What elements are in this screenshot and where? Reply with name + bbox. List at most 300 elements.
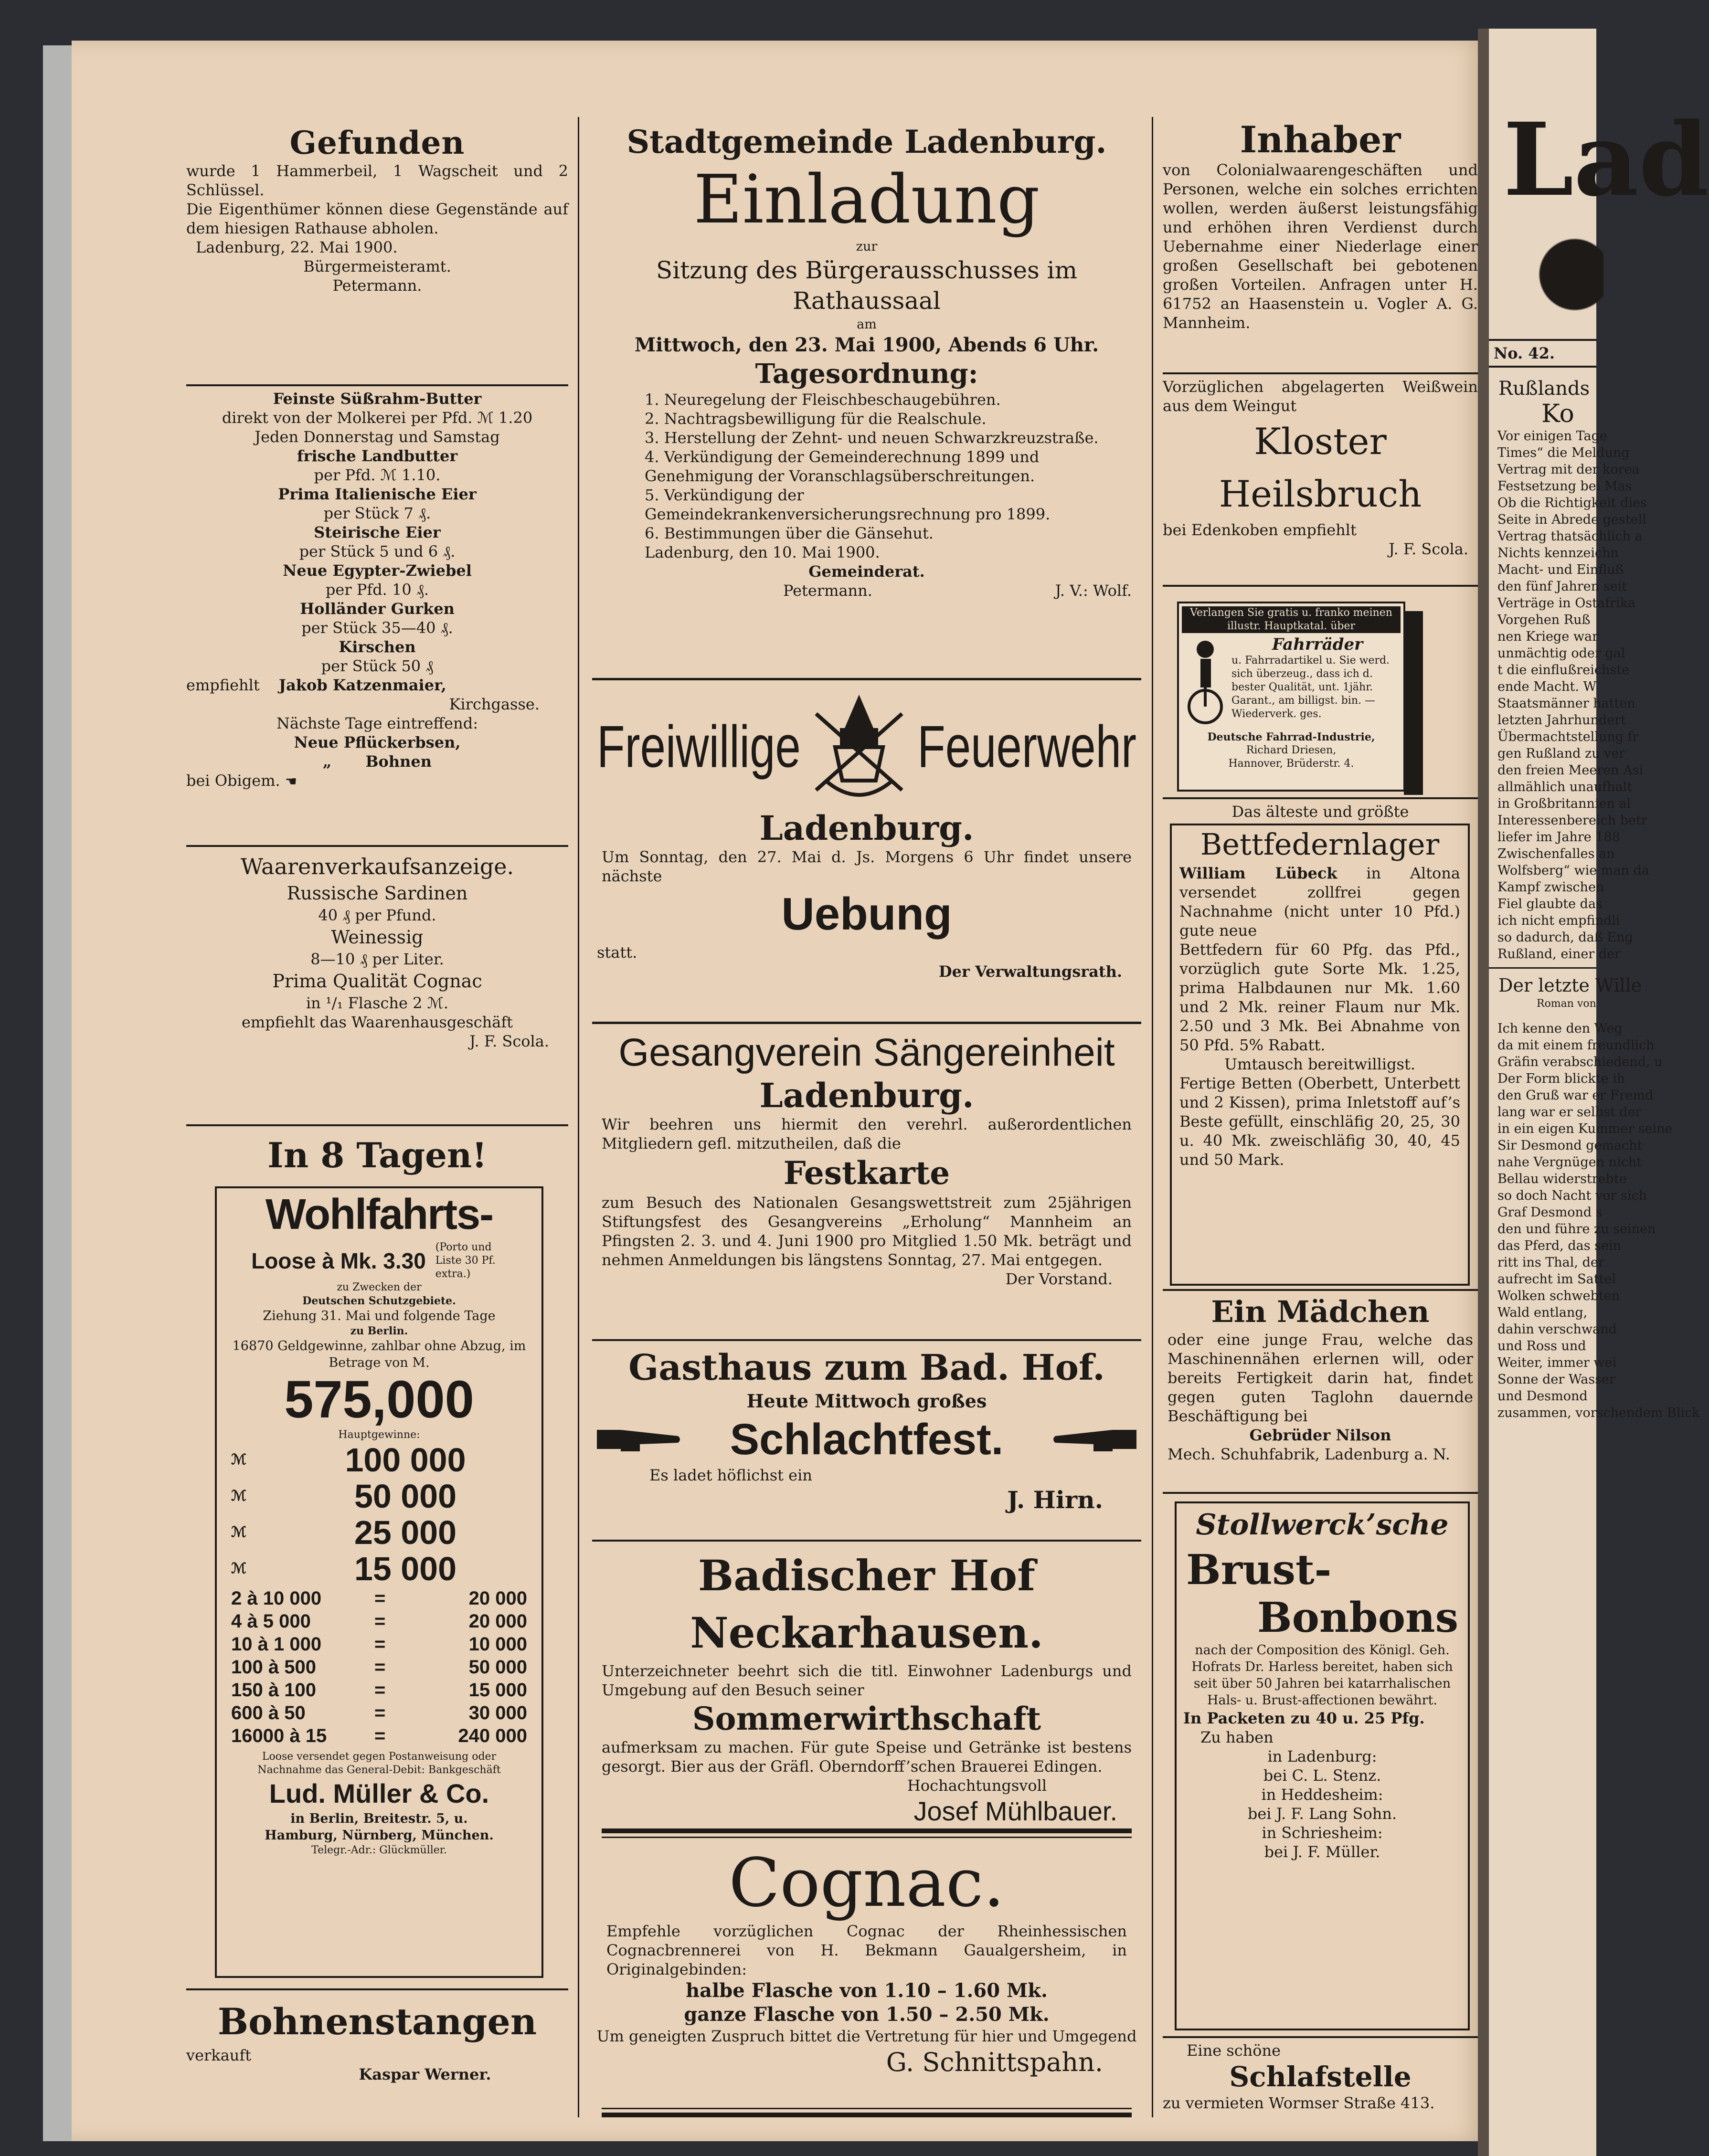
einladung-ad <box>592 122 1141 600</box>
inhaber-ad <box>1163 119 1478 332</box>
masthead-fragment: Lad <box>1503 101 1709 219</box>
bohnen-title: Bohnenstangen <box>217 2000 537 2043</box>
waaren-signer: J. F. Scola. <box>469 1032 549 1050</box>
butter-at-text: bei Obigem. <box>186 772 280 790</box>
lottery-row-total: 240 000 <box>458 1725 527 1746</box>
butter-line: per Stück 50 ₰ <box>321 657 434 675</box>
agenda-item: 3. Herstellung der Zehnt- und neuen Schwarzkreuzstraße. <box>645 429 1099 447</box>
waaren-line: Prima Qualität Cognac <box>272 971 482 992</box>
lottery-count: 16870 Geldgewinne, zahlbar ohne Abzug, im Betrage von M. <box>232 1339 526 1370</box>
text-line: Nichts kennzeichn <box>1497 546 1619 560</box>
agenda-item: 1. Neuregelung der Fleischbeschaugebühren. <box>645 391 1001 409</box>
lottery-firm: Lud. Müller & Co. <box>269 1778 489 1808</box>
text-line: gen Rußland zu ver <box>1497 746 1625 761</box>
merchant-name: Jakob Katzenmaier, <box>278 676 446 694</box>
text-line: den und führe zu seinen <box>1497 1222 1656 1237</box>
lottery-row-total: 15 000 <box>468 1680 527 1701</box>
lottery-mains <box>217 1442 541 1587</box>
butter-line: Feinste Süßrahm-Butter <box>273 390 482 408</box>
gefunden-office: Bürgermeisteramt. <box>303 257 451 275</box>
stollwerck-t2: Bonbons <box>1257 1594 1458 1642</box>
text-line: Der Form blickte ih <box>1497 1071 1625 1086</box>
article-head: Rußlands <box>1498 378 1590 400</box>
fahrrad-text: u. Fahrradartikel u. Sie werd. sich überzeug., dass ich d. bester Qualität, unt. 1jähr. Garant., am billigst. bin. — Wiederverk. ges. <box>1231 655 1390 720</box>
text-line: Vertrag mit der korea <box>1497 462 1640 477</box>
issue-number: No. 42. <box>1489 339 1596 368</box>
butter-line: per Pfd. ℳ 1.10. <box>314 466 441 484</box>
hand-pointer-icon: ☚ <box>285 773 297 789</box>
text-line: Weiter, immer wei <box>1497 1355 1617 1370</box>
feuerwehr-title-left: Freiwillige <box>597 713 801 780</box>
fahrrad-owner: Richard Driesen, <box>1246 744 1337 756</box>
facing-page-edge <box>1489 29 1709 2156</box>
schlaf-ad <box>1163 2041 1478 2113</box>
text-line: Bellau widerstrebte <box>1497 1172 1627 1186</box>
eagle-crest-icon <box>1508 220 1603 329</box>
text-line: dahin verschwand <box>1497 1322 1617 1337</box>
butter-line: Steirische Eier <box>314 523 441 541</box>
feuerwehr-text: Um Sonntag, den 27. Mai d. Js. Morgens 6 Uhr findet unsere nächste <box>602 848 1132 885</box>
divider <box>186 1988 568 1990</box>
text-line: t die einflußreichste <box>1497 663 1630 677</box>
fahrrad-shadow <box>1404 611 1423 795</box>
maedchen-title: Ein Mädchen <box>1211 1294 1430 1329</box>
lottery-main-prize <box>231 1514 541 1551</box>
butter-line: Prima Italienische Eier <box>278 485 477 503</box>
lottery-row-count: 600 à 50 <box>231 1702 306 1723</box>
mark-sign: ℳ <box>231 1561 247 1576</box>
divider <box>1163 1289 1478 1291</box>
ditto-mark: „ <box>322 752 332 771</box>
gefunden-body2: Die Eigenthümer können diese Gegenstände auf dem hiesigen Rathause abholen. <box>186 200 568 237</box>
text-line: Fiel glaubte das <box>1497 897 1603 911</box>
gefunden-name: Petermann. <box>332 276 422 295</box>
column-rule <box>578 117 579 2117</box>
text-line: Sonne der Wasser <box>1497 1372 1615 1387</box>
text-line: Festsetzung bei Mas <box>1497 479 1632 494</box>
divider <box>1163 2036 1478 2038</box>
agenda-list <box>592 390 1141 543</box>
inhaber-title: Inhaber <box>1240 118 1401 161</box>
article-head: Ko <box>1541 400 1574 428</box>
lottery-main-label: Hauptgewinne: <box>338 1429 420 1441</box>
badischer-ad <box>592 1547 1141 1828</box>
lottery-total: 575,000 <box>284 1370 474 1429</box>
gasthaus-invite: Es ladet höflichst ein <box>649 1466 812 1484</box>
fahrrad-body <box>1179 635 1403 730</box>
cognac-name: G. Schnittspahn. <box>886 2047 1103 2077</box>
badischer-regards: Hochachtungsvoll <box>907 1776 1047 1795</box>
butter-at <box>186 771 568 791</box>
divider <box>592 1339 1141 1341</box>
lottery-row-total: 50 000 <box>468 1657 527 1678</box>
lottery-row-count: 10 à 1 000 <box>231 1634 322 1655</box>
double-rule <box>602 2113 1132 2117</box>
feuerwehr-city: Ladenburg. <box>759 808 974 848</box>
bett-top: Das älteste und größte <box>1231 803 1409 821</box>
text-line: ritt ins Thal, der <box>1497 1255 1604 1270</box>
fahrrad-ad <box>1177 602 1405 792</box>
feuerwehr-sign: Der Verwaltungsrath. <box>938 962 1122 981</box>
fahrrad-top: Verlangen Sie gratis u. franko meinen illustr. Hauptkatal. über <box>1182 606 1401 633</box>
bett-text: in Altona versendet zollfrei gegen Nachnahme (nicht unter 10 Pfd.) gute neue <box>1179 864 1461 940</box>
lottery-main-prize <box>231 1551 541 1587</box>
gesang-text: Wir beehren uns hiermit den verehrl. außerordentlichen Mitgliedern gefl. mitzutheilen, daß die <box>602 1115 1132 1152</box>
text-line: Vorgehen Ruß <box>1497 613 1591 627</box>
stollwerck-t1: Brust- <box>1186 1546 1332 1594</box>
text-line: in ein eigen Kummer seine <box>1497 1121 1673 1136</box>
text-line: Wolken schwebten <box>1497 1289 1620 1303</box>
bett-p2: Umtausch bereitwilligst. <box>1224 1055 1415 1073</box>
double-rule <box>602 2108 1132 2109</box>
butter-line: Kirschen <box>339 638 416 656</box>
lottery-table <box>217 1587 541 1747</box>
divider <box>592 1540 1141 1542</box>
cognac-price: halbe Flasche von 1.10 – 1.60 Mk. <box>686 1979 1048 2002</box>
text-line: Vertrag thatsächlich a <box>1497 529 1643 544</box>
einladung-date: Mittwoch, den 23. Mai 1900, Abends 6 Uhr. <box>634 334 1099 356</box>
fahrrad-text-block <box>1231 635 1403 730</box>
novel-head: Der letzte Wille <box>1489 967 1596 997</box>
gesang-city: Ladenburg. <box>759 1076 974 1115</box>
butter-line: per Pfd. 10 ₰. <box>325 581 429 599</box>
merchant-street: Kirchgasse. <box>449 695 540 713</box>
lottery-main-amount: 100 000 <box>345 1441 466 1479</box>
kloster-name: J. F. Scola. <box>1389 540 1468 558</box>
lottery-row <box>231 1702 527 1724</box>
stollwerck-loc: in Ladenburg: <box>1267 1747 1377 1765</box>
text-line: den Gruß war er Fremd <box>1497 1088 1654 1103</box>
lottery-row-count: 150 à 100 <box>231 1680 316 1701</box>
butter-line: per Stück 5 und 6 ₰. <box>299 542 456 560</box>
mark-sign: ℳ <box>231 1488 247 1504</box>
eq-sign: = <box>374 1680 386 1701</box>
lottery-price: Loose à Mk. 3.30 <box>251 1248 426 1273</box>
text-line: Wald entlang, <box>1497 1305 1588 1320</box>
schlaf-top: Eine schöne <box>1187 2041 1281 2060</box>
eq-sign: = <box>374 1634 386 1655</box>
text-line: Zwischenfalles an <box>1497 846 1615 861</box>
divider <box>186 1124 568 1126</box>
text-line: Wolfsberg“ wie man da <box>1497 863 1649 878</box>
waaren-line: 40 ₰ per Pfund. <box>318 906 436 924</box>
agenda-item: 6. Bestimmungen über die Gänsehut. <box>645 524 934 542</box>
lottery-price-row <box>217 1241 541 1281</box>
column-rule <box>1152 117 1153 2117</box>
lottery-telegram: Telegr.-Adr.: Glückmüller. <box>311 1844 447 1856</box>
text-line: Graf Desmond s <box>1497 1205 1603 1220</box>
gasthaus-name: J. Hirn. <box>1007 1486 1103 1514</box>
stollwerck-brand: Stollwerck’sche <box>1196 1508 1449 1542</box>
gefunden-date: Ladenburg, 22. Mai 1900. <box>196 238 398 256</box>
kloster-place: bei Edenkoben empfiehlt <box>1163 521 1357 539</box>
butter-line: frische Landbutter <box>297 447 458 465</box>
kloster-title: Kloster Heilsbruch <box>1219 420 1422 515</box>
text-line: allmählich unaufhalt <box>1497 780 1633 794</box>
text-line: Kampf zwischen <box>1497 880 1604 895</box>
gasthaus-ad <box>592 1346 1141 1515</box>
text-line: das Pferd, das sein <box>1497 1238 1621 1253</box>
lottery-row <box>231 1656 527 1679</box>
badischer-body: aufmerksam zu machen. Für gute Speise und Getränke ist bestens gesorgt. Bier aus der Gräfl. Oberndorff’schen Brauerei Edingen. <box>602 1738 1132 1776</box>
cognac-ad <box>592 1845 1141 2079</box>
text-line: nahe Vergnügen nicht <box>1497 1155 1642 1170</box>
lottery-row-count: 16000 à 15 <box>231 1725 327 1746</box>
gesang-body: zum Besuch des Nationalen Gesangswettstreit zum 25jährigen Stiftungsfest des Gesangvereins „Erholung“ Mannheim an Pfingsten 2. 3. und 4. Juni 1900 pro Mitglied 1.50 Mk. beträgt und nehmen Anmeldungen bis längstens Sonntag, 27. Mai entgegen. <box>602 1194 1132 1269</box>
text-line: Seite in Abrede gestell <box>1497 512 1646 527</box>
lottery-row-count: 4 à 5 000 <box>231 1611 311 1632</box>
eq-sign: = <box>374 1725 386 1746</box>
waaren-line: Weinessig <box>331 927 424 948</box>
butter-line: Holländer Gurken <box>300 600 455 618</box>
stollwerck-have: Zu haben <box>1200 1728 1274 1746</box>
lottery-row-total: 20 000 <box>468 1611 527 1632</box>
text-line: den freien Meeren Asi <box>1497 763 1644 778</box>
lottery-cities: in Berlin, Breitestr. 5, u. <box>290 1811 468 1826</box>
stollwerck-loc: in Heddesheim: <box>1261 1786 1383 1804</box>
gefunden-ad <box>186 124 568 295</box>
pointing-hand-right-icon <box>597 1423 683 1456</box>
lottery-cities: Hamburg, Nürnberg, München. <box>265 1828 494 1843</box>
lottery-title: Wohlfahrts- <box>265 1191 493 1238</box>
lottery-main-prize <box>231 1478 541 1514</box>
butter-item-2-text: Bohnen <box>365 752 432 771</box>
divider <box>1163 585 1478 587</box>
bohnen-text: verkauft <box>186 2046 252 2064</box>
lottery-ad <box>215 1186 543 1978</box>
text-line: Staatsmänner hatten <box>1497 696 1635 711</box>
divider <box>186 384 568 386</box>
einladung-title: Einladung <box>693 161 1040 239</box>
badischer-head: Sommerwirthschaft <box>692 1700 1041 1737</box>
text-line: liefer im Jahre 188 <box>1497 830 1620 845</box>
divider <box>186 845 568 847</box>
text-line: den fünf Jahren seit <box>1497 579 1627 594</box>
stollwerck-seller: bei J. F. Müller. <box>1264 1843 1380 1861</box>
feuerwehr-ad <box>592 685 1141 981</box>
waaren-line: 8—10 ₰ per Liter. <box>310 950 444 968</box>
gasthaus-event: Schlachtfest. <box>730 1415 1004 1464</box>
text-line: Interessenbereich betr <box>1497 813 1647 828</box>
einladung-proxy: J. V.: Wolf. <box>1055 581 1132 600</box>
bett-name: William Lübeck <box>1179 864 1337 882</box>
text-line: Macht- und Einfluß <box>1497 562 1624 577</box>
butter-line: Neue Egypter-Zwiebel <box>283 561 472 580</box>
lottery-porto: (Porto und Liste 30 Pf. extra.) <box>435 1241 496 1280</box>
cognac-price: ganze Flasche von 1.50 – 2.50 Mk. <box>684 2003 1050 2026</box>
cognac-text: Empfehle vorzüglichen Cognac der Rheinhessischen Cognacbrennerei von H. Bekmann Gaualgersheim, in Originalgebinden: <box>606 1922 1127 1978</box>
mark-sign: ℳ <box>231 1452 247 1468</box>
einladung-council: Gemeinderat. <box>808 562 925 581</box>
mark-sign: ℳ <box>231 1524 247 1540</box>
agenda-item: 4. Verkündigung der Gemeinderechnung 1899 und Genehmigung der Voranschlagsüberschreitungen. <box>645 448 1040 485</box>
text-line: und Ross und <box>1497 1339 1586 1353</box>
lottery-row-count: 2 à 10 000 <box>231 1588 322 1609</box>
text-line: so doch Nacht vor sich <box>1497 1188 1647 1203</box>
bohnen-ad <box>186 1998 568 2084</box>
einladung-agenda: Tagesordnung: <box>755 358 978 390</box>
waaren-line: in ¹/₁ Flasche 2 ℳ. <box>306 994 449 1012</box>
divider <box>1163 372 1478 374</box>
feuerwehr-title-row <box>592 685 1141 809</box>
maedchen-firm: Gebrüder Nilson <box>1249 1426 1391 1444</box>
stollwerck-seller: bei C. L. Stenz. <box>1263 1766 1381 1785</box>
lottery-row <box>231 1633 527 1656</box>
gasthaus-sub: Heute Mittwoch großes <box>746 1390 987 1412</box>
double-rule <box>602 1837 1132 1838</box>
text-line: Ob die Richtigkeit dies <box>1497 496 1647 510</box>
butter-line: Jeden Donnerstag und Samstag <box>255 428 500 446</box>
gesang-sign: Der Vorstand. <box>1005 1270 1113 1288</box>
cyclist-icon <box>1179 635 1231 730</box>
stollwerck-text: nach der Composition des Königl. Geh. Hofrats Dr. Harless bereitet, haben sich seit über 50 Jahren bei katarrhalischen Hals- u. Brust-affectionen bewährt. <box>1191 1643 1453 1708</box>
eq-sign: = <box>374 1588 386 1609</box>
novel-text <box>1489 1020 1700 1421</box>
butter-item-2 <box>186 752 568 771</box>
kloster-ad <box>1163 377 1478 559</box>
text-line: so dadurch, daß Eng <box>1497 930 1633 945</box>
text-line: Ich kenne den Weg <box>1497 1021 1623 1036</box>
agenda-item: 2. Nachtragsbewilligung für die Realschule. <box>645 410 987 428</box>
stollwerck-packs: In Packeten zu 40 u. 25 Pfg. <box>1183 1709 1425 1727</box>
maedchen-ad <box>1163 1294 1478 1464</box>
divider <box>592 678 1141 680</box>
lottery-row <box>231 1724 527 1747</box>
eq-sign: = <box>374 1702 386 1723</box>
lottery-row-count: 100 à 500 <box>231 1657 316 1678</box>
lottery-main-amount: 50 000 <box>354 1478 457 1515</box>
gesang-title: Gesangverein Sängereinheit <box>618 1031 1115 1074</box>
lottery-row-total: 10 000 <box>468 1634 527 1655</box>
gasthaus-title: Gasthaus zum Bad. Hof. <box>628 1347 1105 1388</box>
text-line: zusammen, vorschendem Blick <box>1497 1406 1700 1420</box>
lottery-place: zu Berlin. <box>350 1325 408 1337</box>
lottery-row-total: 30 000 <box>468 1702 527 1723</box>
fahrrad-addr: Hannover, Brüderstr. 4. <box>1228 758 1354 770</box>
lottery-row <box>231 1679 527 1702</box>
lottery-shipping: Loose versendet gegen Postanweisung oder Nachnahme das General-Debit: Bankgeschäft <box>257 1751 501 1776</box>
text-line: unmächtig oder gal <box>1497 646 1625 661</box>
text-line: da mit einem freundlich <box>1497 1038 1655 1053</box>
einladung-kicker: Stadtgemeinde Ladenburg. <box>626 123 1107 160</box>
text-line: nen Kriege war <box>1497 629 1598 644</box>
text-line: ende Macht. W <box>1497 679 1597 694</box>
pointing-hand-left-icon <box>1051 1423 1136 1456</box>
einladung-sign-row <box>592 581 1141 600</box>
eq-sign: = <box>374 1657 386 1678</box>
gefunden-title: Gefunden <box>289 124 465 161</box>
butter-line: direkt von der Molkerei per Pfd. ℳ 1.20 <box>222 409 533 427</box>
fahrrad-firm: Deutsche Fahrrad-Industrie, <box>1207 731 1375 743</box>
double-rule <box>602 1828 1132 1833</box>
lottery-purpose: Deutschen Schutzgebiete. <box>302 1295 456 1307</box>
fire-helmet-emblem-icon <box>807 685 912 809</box>
divider <box>1163 797 1478 799</box>
einladung-dated: Ladenburg, den 10. Mai 1900. <box>645 543 880 561</box>
gesang-head: Festkarte <box>783 1154 950 1192</box>
butter-line: per Stück 35—40 ₰. <box>301 619 453 637</box>
waaren-title: Waarenverkaufsanzeige. <box>240 854 514 879</box>
schlaf-title: Schlafstelle <box>1229 2061 1412 2093</box>
divider <box>1163 1492 1478 1494</box>
lottery-main-amount: 25 000 <box>354 1514 457 1551</box>
badischer-name: Josef Mühlbauer. <box>913 1796 1117 1826</box>
lottery-main-amount: 15 000 <box>354 1550 457 1587</box>
bett-name-line <box>1172 864 1468 940</box>
waaren-line: empfiehlt das Waarenhausgeschäft <box>241 1013 513 1031</box>
text-line: ich nicht empfindli <box>1497 913 1620 928</box>
text-line: Verträge in Ostafrika <box>1497 596 1636 611</box>
einladung-zur: zur <box>856 239 878 254</box>
lottery-draw: Ziehung 31. Mai und folgende Tage <box>263 1309 496 1323</box>
lottery-main-prize <box>231 1442 541 1478</box>
inhaber-text: von Colonialwaarengeschäften und Personen, welche ein solches errichten wollen, werden äußerst leistungsfähig und erhöhen ihren Verdienst durch Uebernahme einer Niederlage einer großen Gesellschaft bei gebotenen großen Vorteilen. Anfragen unter H. 61752 an Haasenstein u. Vogler A. G. Mannheim. <box>1163 161 1478 332</box>
text-line: Vor einigen Tage <box>1497 429 1607 444</box>
stollwerck-ad <box>1175 1501 1470 2030</box>
lottery-row <box>231 1587 527 1610</box>
text-line: Times“ die Meldung <box>1497 445 1630 460</box>
recommends: empfiehlt <box>186 676 260 694</box>
text-line: aufrecht im Sattel <box>1497 1272 1616 1287</box>
agenda-item: 5. Verkündigung der Gemeindekrankenversicherungsrechnung pro 1899. <box>645 486 1051 523</box>
einladung-name: Petermann. <box>783 581 872 600</box>
text-line: letzten Jahrhundert <box>1497 713 1626 728</box>
butter-next: Nächste Tage eintreffend: <box>276 714 478 732</box>
butter-merchant-line <box>186 676 568 695</box>
text-line: in Großbritannien al <box>1497 796 1631 811</box>
lottery-headline: In 8 Tagen! <box>267 1135 487 1175</box>
bett-ad <box>1170 824 1470 1286</box>
novel-byline: Roman von <box>1537 998 1596 1010</box>
bett-p1: Bettfedern für 60 Pfg. das Pfd., vorzüglich gute Sorte Mk. 1.25, prima Halbdaunen nur Mk. 1.60 und 2 Mk. reiner Flaum nur Mk. 2.50 und 3 Mk. Bei Abnahme von 50 Pfd. 5% Rabatt. <box>1179 941 1460 1054</box>
stollwerck-seller: bei J. F. Lang Sohn. <box>1247 1805 1397 1823</box>
feuerwehr-event: Uebung <box>781 888 952 940</box>
feuerwehr-statt: statt. <box>597 943 637 962</box>
einladung-am: am <box>857 317 877 332</box>
newspaper-page <box>72 41 1485 2141</box>
schlaf-text: zu vermieten Wormser Straße 413. <box>1163 2094 1435 2112</box>
badischer-title: Badischer Hof Neckarhausen. <box>690 1551 1043 1658</box>
butter-ad <box>186 389 568 791</box>
text-line: Übermachtstellung fr <box>1497 729 1639 744</box>
kloster-intro: Vorzüglichen abgelagerten Weißwein aus dem Weingut <box>1163 378 1478 415</box>
lottery-row-total: 20 000 <box>468 1588 527 1609</box>
feuerwehr-title-right: Feuerwehr <box>917 713 1136 780</box>
cognac-note: Um geneigten Zuspruch bittet die Vertretung für hier und Umgegend <box>596 2027 1137 2045</box>
text-line: und Desmond <box>1497 1389 1588 1404</box>
gasthaus-event-row <box>592 1413 1141 1466</box>
lottery-row <box>231 1610 527 1633</box>
einladung-sub: Sitzung des Bürgerausschusses im Rathaussaal <box>656 256 1078 315</box>
maedchen-text: oder eine junge Frau, welche das Maschinennähen erlernen will, oder bereits Fertigkeit darin hat, findet gegen guten Taglohn dauernde Beschäftigung bei <box>1168 1331 1473 1425</box>
bohnen-name: Kaspar Werner. <box>359 2065 491 2083</box>
lottery-purpose: zu Zwecken der <box>337 1281 422 1293</box>
badischer-text: Unterzeichneter beehrt sich die titl. Einwohner Ladenburgs und Umgebung auf den Besuch seiner <box>602 1662 1132 1699</box>
bett-p3: Fertige Betten (Oberbett, Unterbett und 2 Kissen), prima Inletstoff auf’s Beste gefüllt, einschläfig 20, 25, 30 u. 40 Mk. zweischläfig 30, 40, 45 und 50 Mark. <box>1179 1074 1460 1169</box>
butter-line: per Stück 7 ₰. <box>323 504 431 522</box>
article-text <box>1489 428 1649 962</box>
text-line: Sir Desmond gemacht <box>1497 1138 1643 1153</box>
gefunden-body: wurde 1 Hammerbeil, 1 Wagscheit und 2 Schlüssel. <box>186 162 568 199</box>
gesang-ad <box>592 1029 1141 1289</box>
butter-item: Neue Pflückerbsen, <box>294 733 461 751</box>
waaren-ad <box>186 852 568 1051</box>
text-line: lang war er selbst der <box>1497 1105 1642 1120</box>
fahrrad-title: Fahrräder <box>1272 635 1363 654</box>
eq-sign: = <box>374 1611 386 1632</box>
cognac-title: Cognac. <box>729 1844 1005 1922</box>
stollwerck-loc: in Schriesheim: <box>1262 1824 1383 1842</box>
